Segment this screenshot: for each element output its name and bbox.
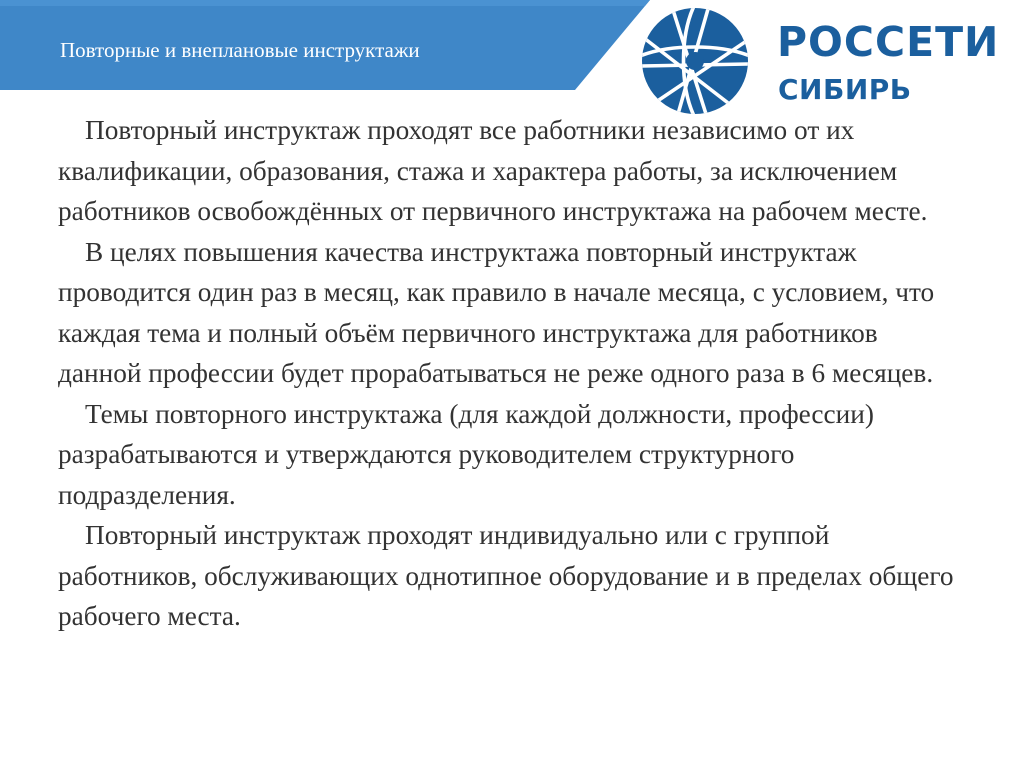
slide-title: Повторные и внеплановые инструктажи xyxy=(60,38,420,62)
body-paragraph-4: Повторный инструктаж проходят индивидуально или с группой работников, обслуживающих однотипное оборудование и в пределах общего рабочего места. xyxy=(58,520,954,631)
logo-subname: СИБИРЬ xyxy=(778,73,912,106)
slide-body xyxy=(58,110,958,637)
body-paragraph-3: Темы повторного инструктажа (для каждой должности, профессии) разрабатываются и утверждаются руководителем структурного подразделения. xyxy=(58,398,874,510)
body-paragraph-1: Повторный инструктаж проходят все работники независимо от их квалификации, образования, стажа и характера работы, за исключением работников освобождённых от первичного инструктажа на рабочем месте. xyxy=(58,115,928,226)
logo-name: РОССЕТИ xyxy=(777,18,1000,66)
company-logo xyxy=(640,6,1020,116)
body-paragraph-2: В целях повышения качества инструктажа повторный инструктаж проводится один раз в месяц, как правило в начале месяца, с условием, что каждая тема и полный объём первичного инструктажа для работников данной профессии будет прорабатываться не реже одного раза в 6 месяцев. xyxy=(58,236,935,388)
rosseti-logo-icon xyxy=(640,6,750,116)
